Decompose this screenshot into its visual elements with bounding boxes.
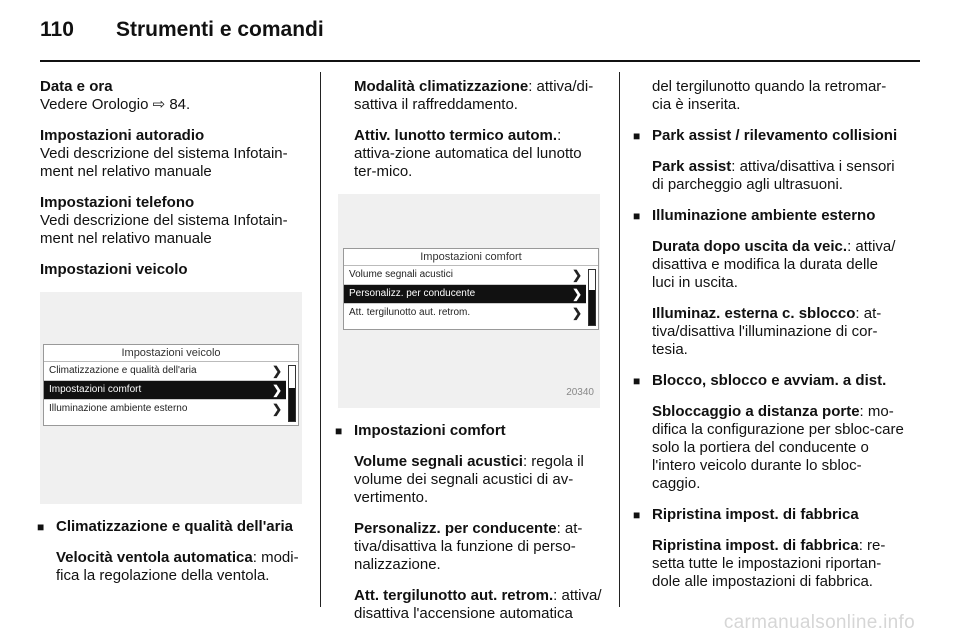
section-title: Impostazioni telefono <box>40 194 195 211</box>
column-divider-2 <box>619 72 620 607</box>
section-data-ora: Data e ora Vedere Orologio ⇨ 84. <box>40 78 191 113</box>
scrollbar <box>588 269 596 326</box>
definition: Personalizz. per conducente: at-tiva/disattiva la funzione di perso-nalizzazione. <box>354 520 583 573</box>
header-rule <box>40 60 920 62</box>
scrollbar <box>288 365 296 422</box>
column-3 <box>636 78 904 604</box>
chevron-right-icon: ❯ <box>571 306 582 320</box>
bullet-illuminazione: ■ Illuminazione ambiente esterno <box>636 207 904 225</box>
bullet-blocco: ■ Blocco, sblocco e avviam. a dist. <box>636 372 904 390</box>
chevron-right-icon: ❯ <box>271 402 282 416</box>
screen-menu-row-selected: Personalizz. per conducente ❯ <box>344 285 586 304</box>
bullet-impostazioni-comfort: ■ Impostazioni comfort <box>338 422 606 440</box>
section-title: Impostazioni autoradio <box>40 127 205 144</box>
page-number: 110 <box>40 18 74 41</box>
definition: Durata dopo uscita da veic.: attiva/ disattiva e modifica la durata delle luci in uscita. <box>652 238 896 291</box>
screen-menu-row: Att. tergilunotto aut. retrom. ❯ <box>349 306 582 320</box>
column-divider-1 <box>320 72 321 607</box>
figure-impostazioni-veicolo <box>40 292 302 504</box>
definition: Illuminaz. esterna c. sblocco: at-tiva/disattiva l'illuminazione di cor-tesia. <box>652 305 882 358</box>
figure-number: 20340 <box>566 387 594 398</box>
section-title: Data e ora <box>40 78 113 95</box>
definition: Ripristina impost. di fabbrica: re-setta tutte le impostazioni riportan-dole alle impostazioni di fabbrica. <box>652 537 886 590</box>
arrow-right-icon: ⇨ <box>152 96 166 113</box>
chevron-right-icon: ❯ <box>271 364 282 378</box>
bullet-park-assist: ■ Park assist / rilevamento collisioni <box>636 127 904 145</box>
display-screen <box>343 248 599 330</box>
definition: Modalità climatizzazione: attiva/di-sattiva il raffreddamento. <box>354 78 594 113</box>
definition: Attiv. lunotto termico autom.: attiva-zione automatica del lunotto ter-mico. <box>354 127 582 180</box>
bullet-ripristina: ■ Ripristina impost. di fabbrica <box>636 506 904 524</box>
definition: Volume segnali acustici: regola il volume dei segnali acustici di av-vertimento. <box>354 453 584 506</box>
watermark: carmanualsonline.info <box>723 612 915 633</box>
section-veicolo <box>40 261 308 279</box>
page-title: Strumenti e comandi <box>116 18 324 41</box>
column-2 <box>338 78 606 636</box>
chevron-right-icon: ❯ <box>271 383 282 397</box>
screen-title: Impostazioni veicolo <box>44 345 298 362</box>
screen-menu-row: Volume segnali acustici ❯ <box>344 266 586 285</box>
page-header <box>40 18 324 42</box>
section-title: Impostazioni veicolo <box>40 261 188 278</box>
section-autoradio: Impostazioni autoradio Vedi descrizione del sistema Infotain-ment nel relativo manuale <box>40 127 288 180</box>
continued-text: del tergilunotto quando la retromar-cia è inserita. <box>652 78 887 113</box>
definition: Sbloccaggio a distanza porte: mo-difica la configurazione per sbloc-care solo la portiera del conducente o l'intero veicolo durante lo sbloc-caggio. <box>652 403 904 492</box>
definition: Park assist: attiva/disattiva i sensori di parcheggio agli ultrasuoni. <box>652 158 895 193</box>
screen-menu-row-selected: Impostazioni comfort ❯ <box>44 381 286 400</box>
figure-impostazioni-comfort <box>338 194 600 408</box>
screen-menu-row: Climatizzazione e qualità dell'aria ❯ <box>44 362 286 381</box>
section-telefono: Impostazioni telefono Vedi descrizione del sistema Infotain-ment nel relativo manuale <box>40 194 288 247</box>
chevron-right-icon: ❯ <box>571 268 582 282</box>
definition: Att. tergilunotto aut. retrom.: attiva/ disattiva l'accensione automatica <box>354 587 602 622</box>
display-screen <box>43 344 299 426</box>
bullet-climatizzazione: ■ Climatizzazione e qualità dell'aria <box>40 518 308 536</box>
screen-menu-row: Illuminazione ambiente esterno ❯ <box>49 402 282 416</box>
definition: Velocità ventola automatica: modi-fica la regolazione della ventola. <box>56 549 299 584</box>
column-1 <box>40 78 308 598</box>
screen-title: Impostazioni comfort <box>344 249 598 266</box>
chevron-right-icon: ❯ <box>571 287 582 301</box>
